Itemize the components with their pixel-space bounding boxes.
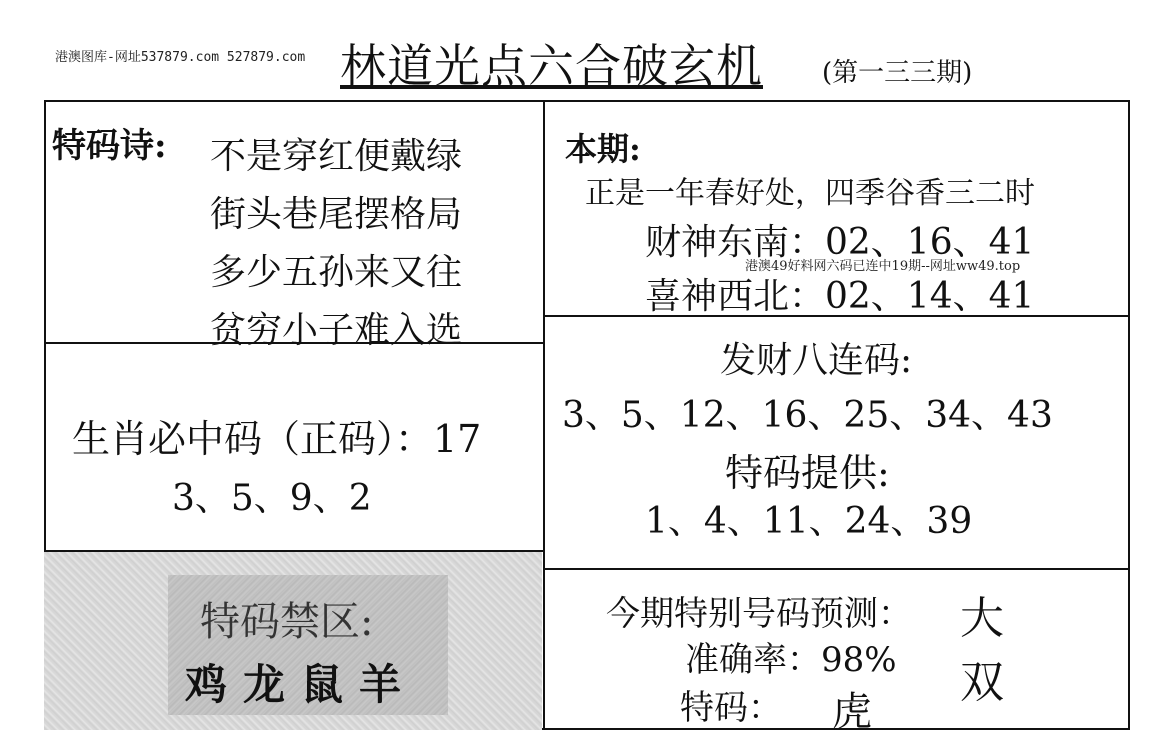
vertical-divider [543,100,545,730]
poem-lines [210,128,462,360]
forbidden-label: 特码禁区: [200,599,374,645]
shengxiao-label: 生肖必中码（正码）：17 [72,417,482,461]
tema-tigong-label: 特码提供: [725,451,890,495]
benqi-line: 正是一年春好处，四季谷香三二时 [585,176,1035,211]
right-divider-2 [543,568,1130,570]
page-title: 林道光点六合破玄机 [340,39,763,93]
poem-line: 多少五孙来又往 [210,252,463,293]
forbidden-items: 鸡龙鼠羊 [185,660,418,709]
xishen-numbers: 喜神西北：02、14、41 [645,276,1035,317]
poem-label: 特码诗: [52,126,167,166]
lianma-numbers: 3、5、12、16、25、34、43 [562,395,1053,436]
prediction-label: 今期特别号码预测： [606,594,912,634]
tema-tigong-numbers: 1、4、11、24、39 [645,501,973,542]
tema-label: 特码： [680,688,782,728]
issue-number: (第一三三期) [822,58,973,88]
poem-line: 不是穿红便戴绿 [210,136,463,177]
accuracy-text: 准确率：98% [685,640,897,680]
poem-line: 街头巷尾摆格局 [210,194,463,235]
watermark-text: 港澳49好料网六码已连中19期--网址ww49.top [745,259,1021,274]
prediction-value: 大 双 [960,593,1044,708]
tema-value: 虎 [832,689,872,735]
site-url: 港澳图库-网址537879.com 527879.com [55,50,306,65]
benqi-label: 本期: [565,130,641,168]
poem-line: 贫穷小子难入选 [210,310,463,351]
lianma-label: 发财八连码: [720,340,913,381]
caishen-numbers: 财神东南：02、16、41 [645,222,1035,263]
shengxiao-numbers: 3、5、9、2 [172,478,372,519]
